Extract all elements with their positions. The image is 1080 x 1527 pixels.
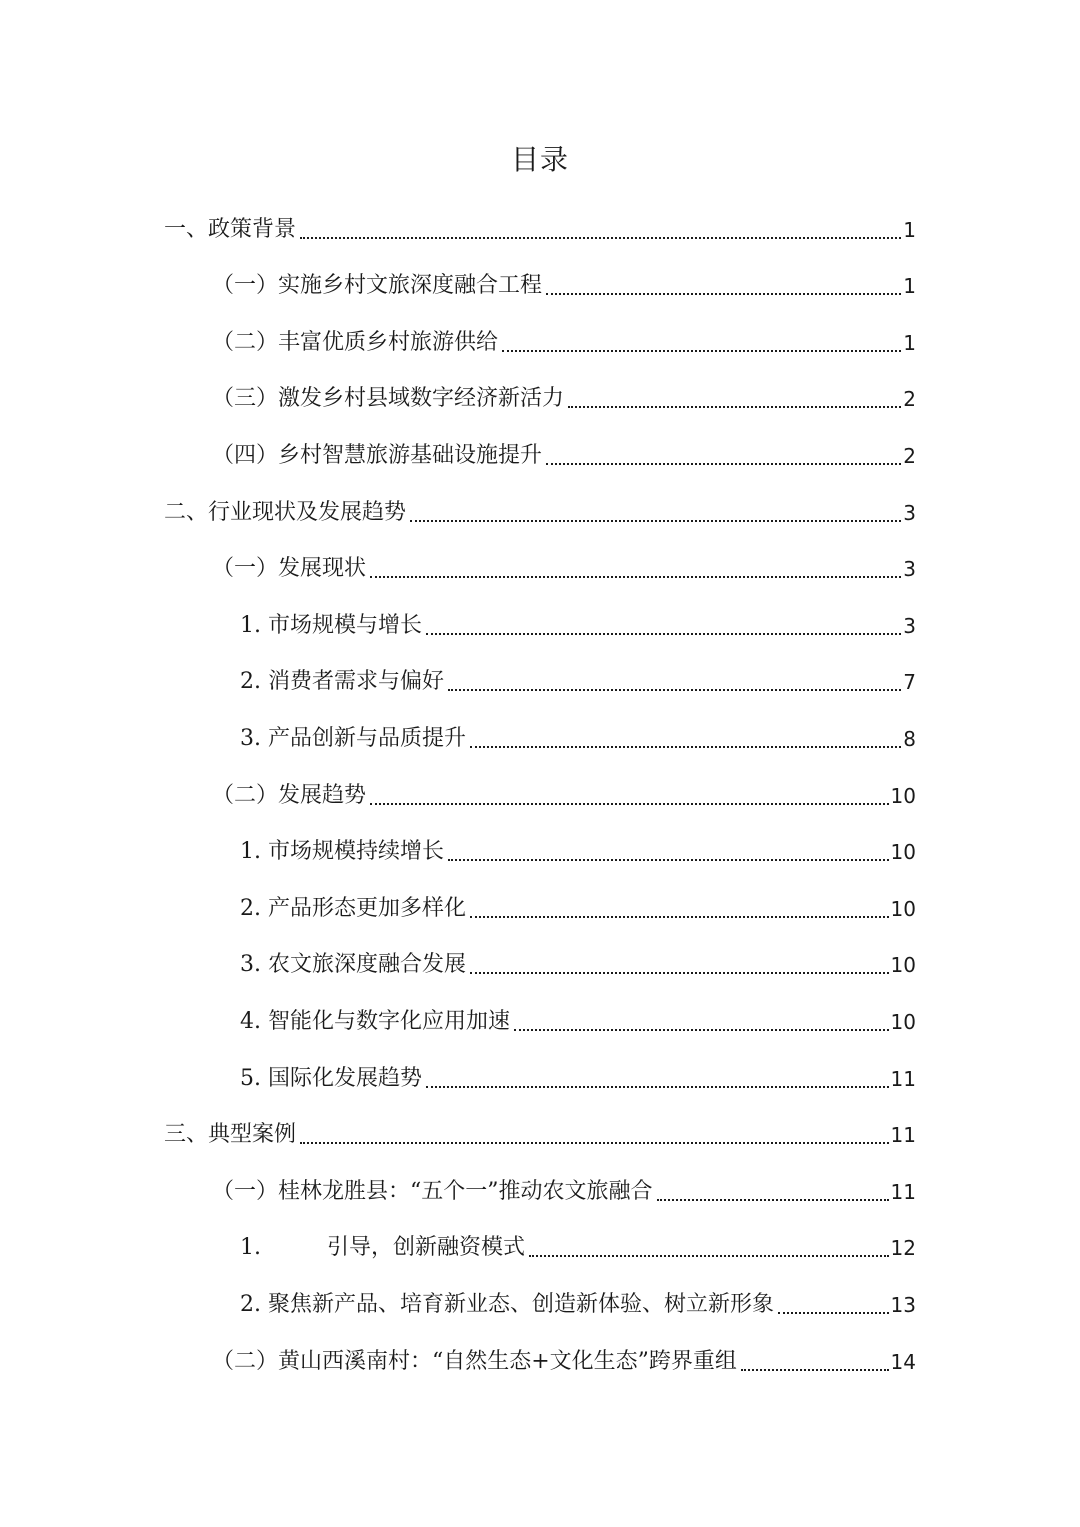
toc-page-number: 1 xyxy=(903,330,916,355)
toc-entry[interactable] xyxy=(240,641,916,698)
toc-page-number: 13 xyxy=(890,1292,916,1317)
toc-page-number: 10 xyxy=(890,953,916,978)
toc-dot-leader xyxy=(426,1086,889,1088)
toc-entry[interactable] xyxy=(212,301,916,358)
toc-entry-text: 一、政策背景 xyxy=(164,216,297,242)
toc-entry-text: 3. 农文旅深度融合发展 xyxy=(240,952,466,978)
toc-dot-leader xyxy=(448,689,901,691)
toc-entry-text: 3. 产品创新与品质提升 xyxy=(240,725,466,751)
toc-dot-leader xyxy=(778,1312,889,1314)
toc-dot-leader xyxy=(568,406,901,408)
toc-entry-text: 5. 国际化发展趋势 xyxy=(240,1065,422,1091)
toc-page-number: 11 xyxy=(890,1179,916,1204)
toc-dot-leader xyxy=(502,350,901,352)
toc-entry-text: 1. 市场规模与增长 xyxy=(240,612,422,638)
toc-page-number: 10 xyxy=(890,896,916,921)
toc-entry[interactable] xyxy=(212,1320,916,1377)
toc-title: 目录 xyxy=(510,143,569,176)
toc-entry-text: （二）黄山西溪南村：“自然生态+文化生态”跨界重组 xyxy=(212,1348,737,1374)
toc-entry-text: 4. 智能化与数字化应用加速 xyxy=(240,1008,510,1034)
toc-entry[interactable] xyxy=(240,697,916,754)
toc-page-number: 10 xyxy=(890,1009,916,1034)
toc-entry-text: （一）发展现状 xyxy=(212,556,367,582)
toc-entry[interactable] xyxy=(240,584,916,641)
toc-entry-text: 2. 消费者需求与偏好 xyxy=(240,669,444,695)
toc-entry[interactable] xyxy=(212,245,916,302)
toc-page-number: 11 xyxy=(890,1123,916,1148)
toc-dot-leader xyxy=(514,1029,889,1031)
toc-entry[interactable] xyxy=(240,980,916,1037)
toc-dot-leader xyxy=(657,1199,889,1201)
toc-entry[interactable] xyxy=(240,811,916,868)
toc-entry[interactable] xyxy=(212,1150,916,1207)
toc-page-number: 10 xyxy=(890,783,916,808)
toc-entry[interactable] xyxy=(240,924,916,981)
toc-entry[interactable] xyxy=(212,754,916,811)
toc-entry-text: （四）乡村智慧旅游基础设施提升 xyxy=(212,442,543,468)
toc-dot-leader xyxy=(370,576,901,578)
toc-page-number: 14 xyxy=(890,1349,916,1374)
toc-entry[interactable] xyxy=(212,358,916,415)
toc-entry-text: 1. 市场规模持续增长 xyxy=(240,839,444,865)
toc-dot-leader xyxy=(448,859,889,861)
toc-entry[interactable] xyxy=(212,528,916,585)
toc-page-number: 3 xyxy=(903,557,916,582)
toc-entry[interactable] xyxy=(164,471,916,528)
toc-entry[interactable] xyxy=(240,867,916,924)
toc-entry[interactable] xyxy=(164,1094,916,1151)
toc-dot-leader xyxy=(410,520,901,522)
toc-page-number: 11 xyxy=(890,1066,916,1091)
toc-dot-leader xyxy=(470,972,889,974)
toc-entry-text: 二、行业现状及发展趋势 xyxy=(164,499,407,525)
toc-entry-text: 2. 聚焦新产品、培育新业态、创造新体验、树立新形象 xyxy=(240,1291,774,1317)
toc-page-number: 2 xyxy=(903,443,916,468)
toc-page-number: 1 xyxy=(903,274,916,299)
toc-page-number: 7 xyxy=(903,670,916,695)
toc-dot-leader xyxy=(546,463,901,465)
toc-dot-leader xyxy=(741,1369,889,1371)
toc-page-number: 12 xyxy=(890,1236,916,1261)
toc-entry-text: 1. 引导，创新融资模式 xyxy=(240,1235,525,1261)
toc-dot-leader xyxy=(300,237,901,239)
toc-entry-text: 2. 产品形态更加多样化 xyxy=(240,895,466,921)
toc-page-number: 1 xyxy=(903,217,916,242)
toc-entry-text: （三）激发乡村县域数字经济新活力 xyxy=(212,386,565,412)
toc-dot-leader xyxy=(470,746,901,748)
toc-entry-text: （一）实施乡村文旅深度融合工程 xyxy=(212,273,543,299)
toc-dot-leader xyxy=(529,1255,889,1257)
toc-page-number: 3 xyxy=(903,500,916,525)
toc-dot-leader xyxy=(470,916,889,918)
toc-dot-leader xyxy=(370,803,889,805)
toc-dot-leader xyxy=(426,633,901,635)
toc-entry[interactable] xyxy=(240,1037,916,1094)
toc-entry[interactable] xyxy=(240,1207,916,1264)
toc-entry[interactable] xyxy=(212,414,916,471)
toc-entry-text: （二）发展趋势 xyxy=(212,782,367,808)
toc-page-number: 8 xyxy=(903,726,916,751)
toc-dot-leader xyxy=(300,1142,889,1144)
toc-dot-leader xyxy=(546,293,901,295)
toc-page-number: 2 xyxy=(903,387,916,412)
toc-entry-text: （二）丰富优质乡村旅游供给 xyxy=(212,329,499,355)
toc-entry[interactable] xyxy=(240,1263,916,1320)
toc-entry-text: 三、典型案例 xyxy=(164,1122,297,1148)
toc-page-number: 3 xyxy=(903,613,916,638)
toc-page-number: 10 xyxy=(890,840,916,865)
toc-entry[interactable] xyxy=(164,188,916,245)
toc-entry-text: （一）桂林龙胜县：“五个一”推动农文旅融合 xyxy=(212,1178,653,1204)
